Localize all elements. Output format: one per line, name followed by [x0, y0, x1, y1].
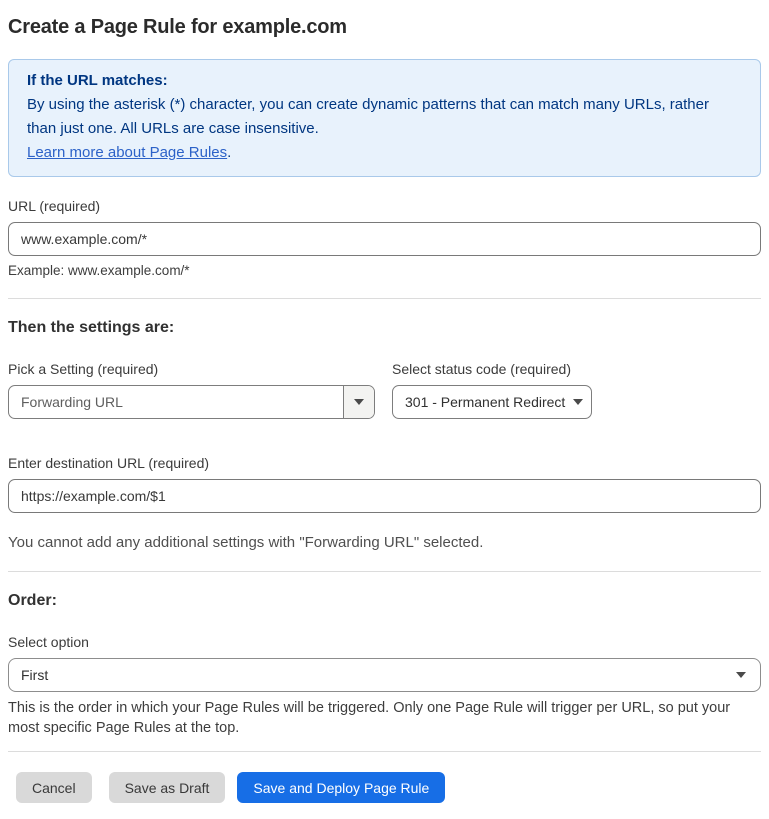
divider	[8, 298, 761, 299]
settings-row	[8, 361, 761, 419]
save-and-deploy-button[interactable]: Save and Deploy Page Rule	[237, 772, 445, 803]
status-select-value: 301 - Permanent Redirect	[405, 394, 566, 410]
url-match-info-box	[8, 59, 761, 177]
destination-url-input[interactable]	[8, 479, 761, 513]
status-select-label: Select status code (required)	[392, 361, 571, 377]
chevron-down-icon	[573, 399, 583, 405]
learn-more-link[interactable]: Learn more about Page Rules	[27, 144, 228, 161]
url-field-label: URL (required)	[8, 198, 101, 214]
divider	[8, 751, 761, 752]
cancel-button[interactable]: Cancel	[16, 772, 92, 803]
setting-select-column	[8, 361, 375, 419]
destination-field-label: Enter destination URL (required)	[8, 455, 210, 471]
order-select-value: First	[21, 667, 49, 683]
setting-select[interactable]	[8, 385, 375, 419]
order-helper-text: This is the order in which your Page Rules will be triggered. Only one Page Rule will trigger per URL, so put your most specific Page Rules at the top.	[8, 700, 731, 736]
url-input[interactable]	[8, 222, 761, 256]
chevron-down-icon	[343, 386, 374, 418]
divider	[8, 571, 761, 572]
order-select-label: Select option	[8, 634, 89, 650]
chevron-down-icon	[736, 672, 746, 678]
status-code-select[interactable]	[392, 385, 592, 419]
link-suffix: .	[227, 144, 232, 161]
order-select[interactable]	[8, 658, 761, 692]
save-as-draft-button[interactable]: Save as Draft	[109, 772, 226, 803]
action-bar	[8, 772, 761, 803]
destination-field-block	[8, 455, 761, 513]
url-field-helper: Example: www.example.com/*	[8, 263, 190, 278]
order-section-heading: Order:	[8, 592, 57, 609]
info-box-link-line	[27, 141, 742, 165]
info-box-body: By using the asterisk (*) character, you can create dynamic patterns that can match many URLs, rather than just one. All URLs are case insensitive.	[27, 96, 709, 137]
setting-select-value: Forwarding URL	[21, 394, 123, 410]
page-title: Create a Page Rule for example.com	[8, 16, 347, 38]
settings-section-heading: Then the settings are:	[8, 319, 175, 336]
forwarding-url-note: You cannot add any additional settings with "Forwarding URL" selected.	[8, 534, 484, 551]
info-box-heading: If the URL matches:	[27, 72, 168, 89]
status-select-column	[392, 361, 592, 419]
setting-select-label: Pick a Setting (required)	[8, 361, 159, 377]
